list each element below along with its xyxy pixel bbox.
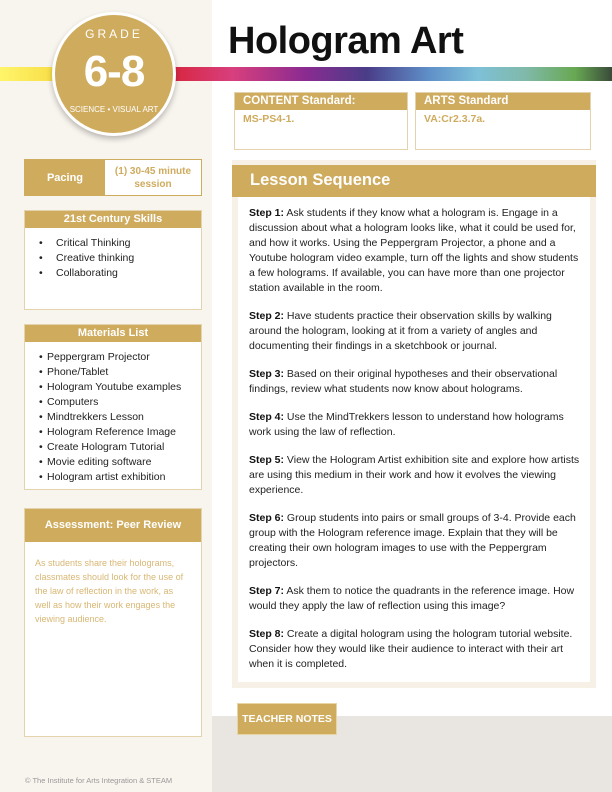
step-text: Ask students if they know what a hologram is. Engage in a discussion about what a hologram looks like, what it could be used for, and how it works. Using the Peppergram Projector, a phone and a Youtube hologram video example, turn off the lights and show students a few holograms. If available, you can have more than one projector station available in the room.	[249, 207, 579, 294]
material-item: • Hologram Youtube examples	[39, 380, 201, 395]
assessment-box	[24, 508, 202, 737]
grade-label: GRADE	[85, 27, 143, 41]
step-text: View the Hologram Artist exhibition site and explore how artists are using this medium in their work and how it evolves the viewing experience.	[249, 454, 580, 496]
material-item: • Hologram Reference Image	[39, 425, 201, 440]
content-standard-value: MS-PS4-1.	[243, 113, 295, 125]
grade-range: 6-8	[83, 47, 145, 96]
step-text: Create a digital hologram using the hologram tutorial website. Consider how they would like their audience to interact with their art when it is completed.	[249, 628, 573, 670]
lesson-step	[249, 410, 580, 440]
material-item: • Phone/Tablet	[39, 365, 201, 380]
pacing-box	[24, 159, 202, 196]
skill-item: • Critical Thinking	[39, 236, 201, 251]
materials-list	[25, 342, 201, 485]
step-label: Step 3:	[249, 368, 285, 380]
lesson-sequence-title: Lesson Sequence	[232, 165, 596, 197]
grade-badge	[52, 12, 176, 136]
subject-label: SCIENCE • VISUAL ART	[69, 105, 159, 114]
arts-standard-box	[415, 92, 591, 150]
assessment-body: As students share their holograms, classmates should look for the use of the law of reflection in the work, as well as how their work engages the viewing audience.	[35, 558, 184, 624]
page-title: Hologram Art	[228, 20, 464, 62]
lesson-sequence-body	[238, 197, 590, 682]
skill-item: • Creative thinking	[39, 251, 201, 266]
step-label: Step 6:	[249, 512, 285, 524]
step-label: Step 8:	[249, 628, 285, 640]
materials-box	[24, 324, 202, 490]
lesson-step	[249, 367, 580, 397]
skills-title: 21st Century Skills	[25, 211, 201, 228]
lesson-step	[249, 206, 580, 296]
step-text: Based on their original hypotheses and their observational findings, review what students now know about holograms.	[249, 368, 558, 395]
step-text: Have students practice their observation skills by walking around the hologram, looking at it from a variety of angles and documenting their findings in a sketchbook or journal.	[249, 310, 552, 352]
skill-item: • Collaborating	[39, 266, 201, 281]
step-text: Group students into pairs or small groups of 3-4. Provide each group with the Hologram reference image. Explain that they will be creating their own hologram images to use with the Peppergram projectors.	[249, 512, 576, 569]
material-item: • Movie editing software	[39, 455, 201, 470]
step-label: Step 4:	[249, 411, 285, 423]
lesson-step	[249, 627, 580, 672]
skills-list	[25, 228, 201, 281]
material-item: • Create Hologram Tutorial	[39, 440, 201, 455]
pacing-value: (1) 30-45 minute session	[114, 165, 192, 190]
content-standard-box	[234, 92, 408, 150]
lesson-step	[249, 309, 580, 354]
step-label: Step 2:	[249, 310, 285, 322]
arts-standard-label: ARTS Standard	[416, 93, 590, 110]
content-standard-label: CONTENT Standard:	[235, 93, 407, 110]
step-label: Step 5:	[249, 454, 285, 466]
assessment-title: Assessment: Peer Review	[25, 509, 201, 542]
copyright-text: © The Institute for Arts Integration & STEAM	[25, 776, 173, 785]
materials-title: Materials List	[25, 325, 201, 342]
material-item: • Computers	[39, 395, 201, 410]
step-label: Step 7:	[249, 585, 285, 597]
pacing-label: Pacing	[25, 160, 105, 195]
material-item: • Hologram artist exhibition	[39, 470, 201, 485]
step-label: Step 1:	[249, 207, 285, 219]
lesson-step	[249, 453, 580, 498]
lesson-step	[249, 511, 580, 571]
lesson-step	[249, 584, 580, 614]
material-item: • Mindtrekkers Lesson	[39, 410, 201, 425]
arts-standard-value: VA:Cr2.3.7a.	[424, 113, 486, 125]
material-item: • Peppergram Projector	[39, 350, 201, 365]
step-text: Ask them to notice the quadrants in the reference image. How would they apply the law of reflection using this image?	[249, 585, 575, 612]
skills-box	[24, 210, 202, 310]
teacher-notes-button[interactable]: TEACHER NOTES	[237, 703, 337, 735]
step-text: Use the MindTrekkers lesson to understand how holograms work using the law of reflection.	[249, 411, 564, 438]
